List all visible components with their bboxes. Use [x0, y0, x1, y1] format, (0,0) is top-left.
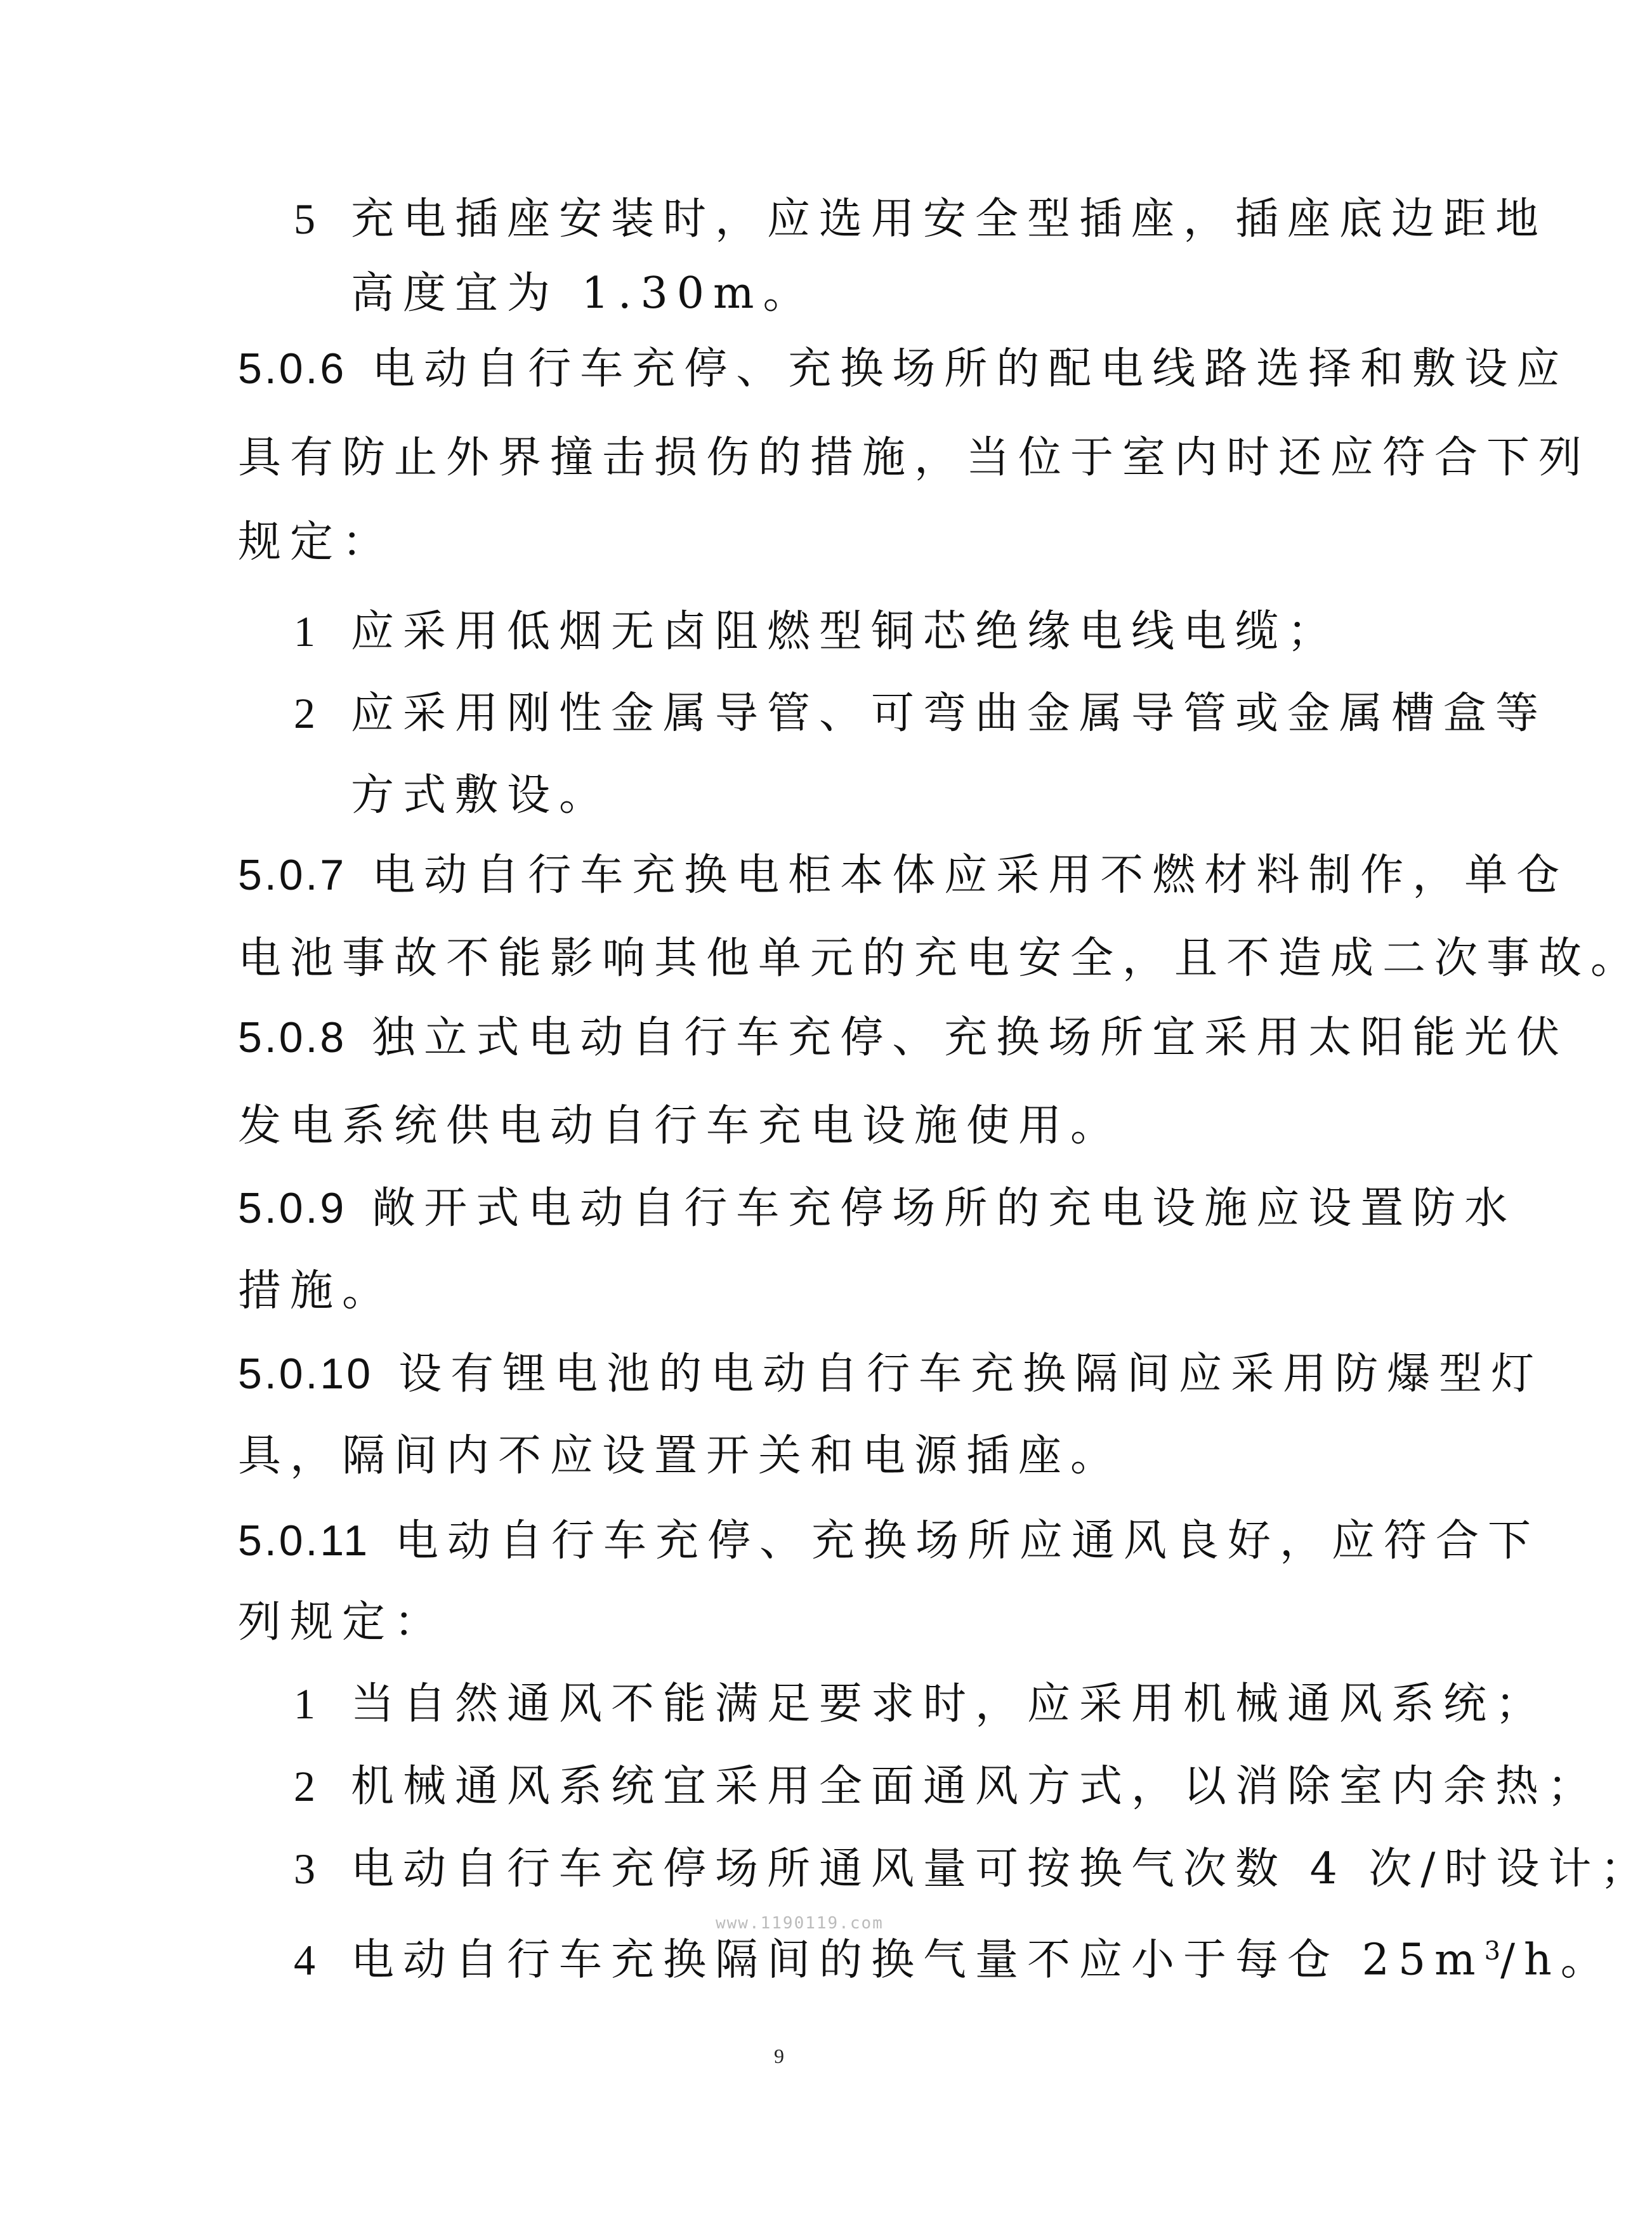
- clause-5-0-7-line-1: [238, 846, 1568, 904]
- item-text: 高度宜为 1.30m。: [351, 268, 815, 319]
- clause-5-0-6-line-1: [238, 340, 1568, 398]
- clause-text: 电动自行车充停、充换场所应通风良好，应符合下: [395, 1516, 1540, 1566]
- clause-5-0-11-line-2: [238, 1594, 446, 1651]
- item-number: 1: [294, 607, 315, 655]
- clause-number: 5.0.10: [238, 1350, 374, 1398]
- clause-number: 5.0.7: [238, 851, 347, 899]
- clause-text: 措施。: [238, 1266, 395, 1316]
- clause-text: 列规定：: [238, 1597, 447, 1647]
- item-text: 充电插座安装时，应选用安全型插座，插座底边距地: [351, 194, 1548, 244]
- clause-5-0-6-item-2-line-2: [351, 767, 611, 824]
- clause-text: 设有锂电池的电动自行车充换隔间应采用防爆型灯: [398, 1349, 1544, 1399]
- clause-text: 电池事故不能影响其他单元的充电安全，且不造成二次事故。: [238, 933, 1643, 984]
- clause-5-0-7-line-2: [238, 930, 1642, 987]
- clause-5-0-11-item-1: [294, 1675, 1547, 1733]
- item-number: 3: [294, 1845, 315, 1893]
- clause-5-0-9-line-1: [238, 1180, 1516, 1237]
- clause-5-0-10-line-1: [238, 1345, 1543, 1403]
- clause-text: 电动自行车充换电柜本体应采用不燃材料制作，单仓: [372, 850, 1569, 900]
- clause-number: 5.0.8: [238, 1013, 347, 1062]
- clause-text: 电动自行车充停、充换场所的配电线路选择和敷设应: [372, 344, 1569, 394]
- clause-number: 5.0.11: [238, 1517, 370, 1565]
- item-text: 当自然通风不能满足要求时，应采用机械通风系统；: [351, 1679, 1548, 1729]
- clause-5-0-9-line-2: [238, 1263, 394, 1320]
- clause-5-0-6-item-1: [294, 603, 1339, 661]
- item-number: 2: [294, 1762, 315, 1810]
- item-text: 机械通风系统宜采用全面通风方式，以消除室内余热；: [351, 1762, 1600, 1812]
- clause-5-0-6-item-2-line-1: [294, 685, 1547, 742]
- clause-text: 独立式电动自行车充停、充换场所宜采用太阳能光伏: [372, 1013, 1569, 1063]
- item-text: 应采用低烟无卤阻燃型铜芯绝缘电线电缆；: [351, 607, 1340, 657]
- page-number: 9: [774, 2045, 784, 2067]
- clause-5-0-11-item-2: [294, 1758, 1599, 1815]
- clause-5-0-6-line-3: [238, 514, 394, 571]
- superscript: 3: [1484, 1937, 1501, 1966]
- clause-5-0-8-line-1: [238, 1009, 1568, 1067]
- item-5-line-2: [351, 265, 815, 322]
- clause-text: 敞开式电动自行车充停场所的充电设施应设置防水: [372, 1183, 1517, 1234]
- item-5-line-1: [294, 190, 1547, 248]
- clause-number: 5.0.6: [238, 345, 347, 393]
- clause-number: 5.0.9: [238, 1184, 347, 1232]
- clause-5-0-11-item-3: [294, 1840, 1652, 1898]
- clause-5-0-8-line-2: [238, 1098, 1122, 1155]
- item-text: 方式敷设。: [351, 770, 612, 820]
- item-text: /h。: [1500, 1935, 1613, 1986]
- item-number: 5: [294, 195, 315, 243]
- item-text: 应采用刚性金属导管、可弯曲金属导管或金属槽盒等: [351, 688, 1548, 739]
- clause-5-0-11-line-1: [238, 1512, 1540, 1570]
- clause-text: 具有防止外界撞击损伤的措施，当位于室内时还应符合下列: [238, 433, 1591, 483]
- clause-text: 发电系统供电动自行车充电设施使用。: [238, 1101, 1123, 1151]
- clause-5-0-6-line-2: [238, 430, 1590, 487]
- watermark: www.1190119.com: [716, 1914, 884, 1933]
- item-number: 4: [294, 1935, 315, 1984]
- clause-text: 具，隔间内不应设置开关和电源插座。: [238, 1431, 1123, 1481]
- item-number: 2: [294, 689, 315, 737]
- item-text: 电动自行车充停场所通风量可按换气次数 4 次/时设计；: [351, 1844, 1652, 1894]
- item-number: 1: [294, 1680, 315, 1728]
- clause-text: 规定：: [238, 517, 395, 567]
- clause-5-0-10-line-2: [238, 1428, 1122, 1485]
- item-text: 电动自行车充换隔间的换气量不应小于每仓 25m: [351, 1935, 1485, 1986]
- clause-5-0-11-item-4: [294, 1923, 1613, 1989]
